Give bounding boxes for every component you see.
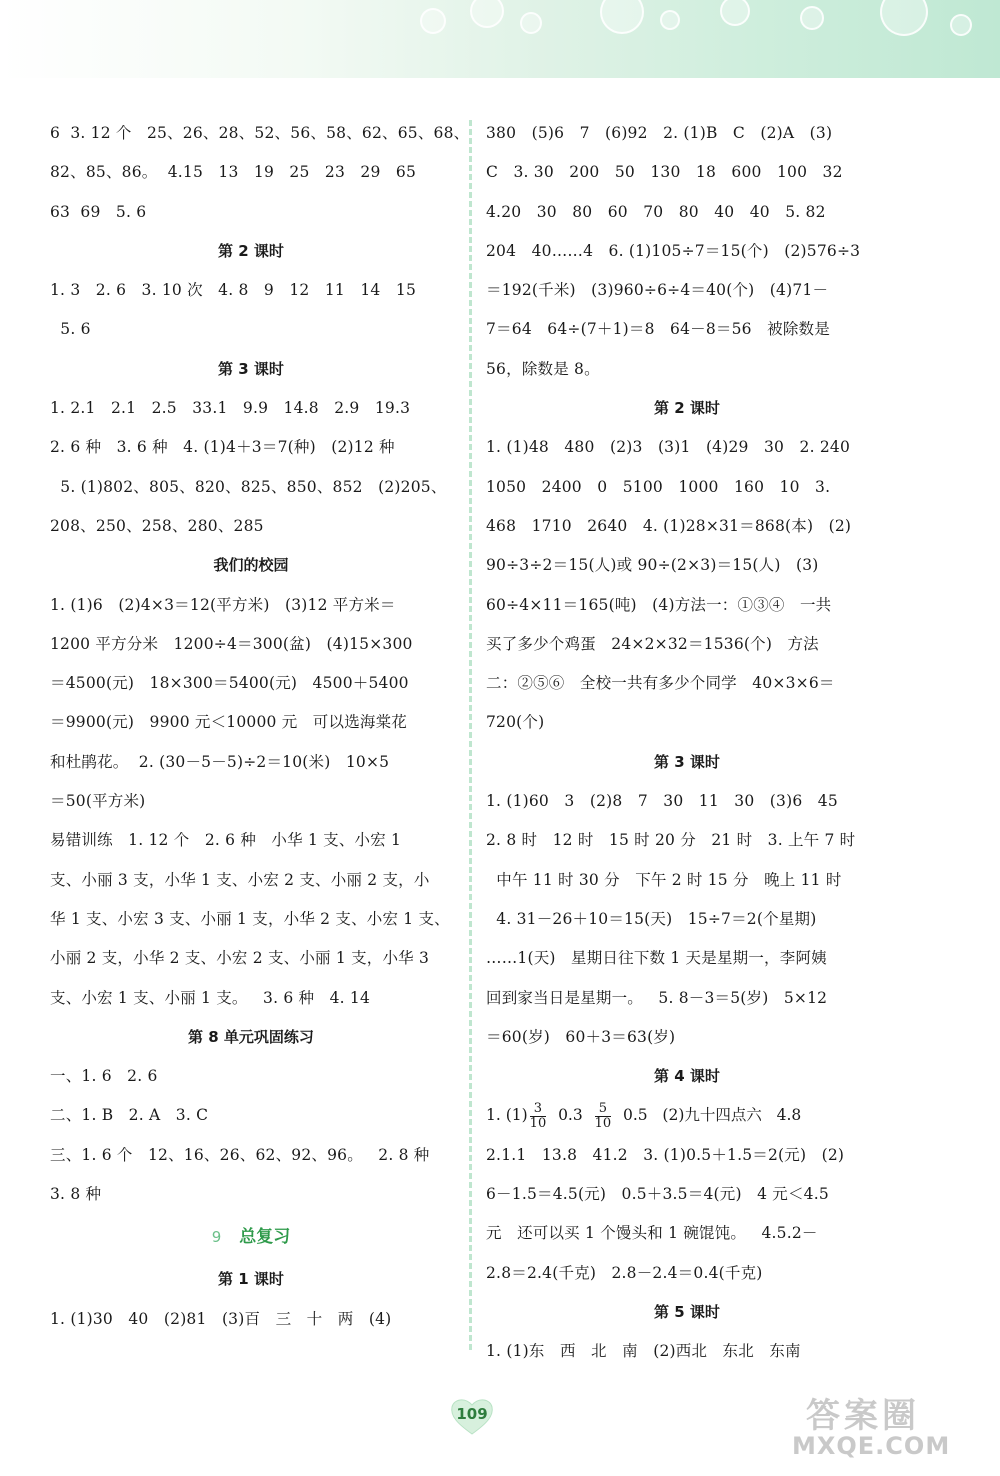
answer-line: 元 还可以买 1 个馒头和 1 碗馄饨。 4.5.2－ [486, 1224, 818, 1243]
watermark-line1: 答案圈 [806, 1396, 920, 1436]
answer-line: 支、小宏 1 支、小丽 1 支。 3. 6 种 4. 14 [50, 988, 371, 1007]
section-heading: 第 3 课时 [218, 359, 284, 378]
section-heading: 我们的校园 [213, 556, 289, 575]
page-number-badge [448, 1396, 496, 1436]
answer-line: 1. (1)东 西 北 南 (2)西北 东北 东南 [486, 1342, 801, 1361]
answer-line: 中午 11 时 30 分 下午 2 时 15 分 晚上 11 时 [486, 870, 842, 889]
answer-line: 4. 31－26＋10＝15(天) 15÷7＝2(个星期) [486, 909, 817, 928]
site-watermark [786, 1388, 986, 1468]
section-heading: 第 1 课时 [218, 1270, 284, 1289]
answer-line: 56，除数是 8。 [486, 359, 600, 378]
answer-line: 204 40……4 6. (1)105÷7＝15(个) (2)576÷3 [486, 241, 861, 260]
unit-number: 9 [211, 1228, 222, 1247]
answer-line: 7＝64 64÷(7＋1)＝8 64－8＝56 被除数是 [486, 320, 830, 339]
decor-bubble [600, 0, 644, 34]
fraction [530, 1102, 547, 1131]
decor-bubble [470, 0, 504, 28]
answer-line: 1. (1)30 40 (2)81 (3)百 三 十 两 (4) [50, 1309, 392, 1328]
answer-line: ＝50(平方米) [50, 792, 146, 811]
unit-heading [50, 1214, 452, 1260]
decor-bubble [880, 0, 928, 36]
answer-line: 二、1. B 2. A 3. C [50, 1106, 209, 1125]
answer-line: 1. 2.1 2.1 2.5 33.1 9.9 14.8 2.9 19.3 [50, 399, 411, 418]
decor-bubble [950, 14, 972, 36]
answer-line: 6－1.5＝4.5(元) 0.5＋3.5＝4(元) 4 元＜4.5 [486, 1185, 829, 1204]
answer-line: ＝9900(元) 9900 元＜10000 元 可以选海棠花 [50, 713, 408, 732]
decor-bubble [660, 10, 680, 30]
answer-text: 1. (1) [486, 1106, 528, 1125]
answer-line: 2.1.1 13.8 41.2 3. (1)0.5＋1.5＝2(元) (2) [486, 1145, 845, 1164]
answer-text: 0.5 (2)九十四点六 4.8 [613, 1106, 802, 1125]
answer-line: 720(个) [486, 713, 545, 732]
answer-line: 6 3. 12 个 25、26、28、52、56、58、62、65、68、 [50, 124, 470, 142]
fraction-numerator: 5 [598, 1100, 607, 1116]
answer-line: 二：②⑤⑥ 全校一共有多少个同学 40×3×6＝ [486, 674, 835, 693]
section-heading: 第 5 课时 [654, 1302, 720, 1321]
answer-line: 1. (1)60 3 (2)8 7 30 11 30 (3)6 45 [486, 792, 838, 811]
decor-bubble [720, 0, 750, 26]
answer-line: 82、85、86。 4.15 13 19 25 23 29 65 [50, 163, 417, 182]
answer-line: 208、250、258、280、285 [50, 516, 264, 535]
answer-line: 回到家当日是星期一。 5. 8－3＝5(岁) 5×12 [486, 988, 828, 1007]
answer-line: 2.8＝2.4(千克) 2.8－2.4＝0.4(千克) [486, 1263, 763, 1282]
answer-line: 小丽 2 支，小华 2 支、小宏 2 支、小丽 1 支，小华 3 [50, 949, 430, 968]
left-answer-column [50, 114, 470, 1339]
answer-line: 380 (5)6 7 (6)92 2. (1)B C (2)A (3) [486, 124, 833, 142]
answer-line: 1. (1)6 (2)4×3＝12(平方米) (3)12 平方米＝ [50, 595, 396, 614]
section-heading: 第 4 课时 [654, 1067, 720, 1086]
fraction-numerator: 3 [533, 1100, 543, 1116]
answer-line: ＝60(岁) 60＋3＝63(岁) [486, 1027, 676, 1046]
answer-line: 2. 6 种 3. 6 种 4. (1)4＋3＝7(种) (2)12 种 [50, 438, 395, 457]
answer-line: 一、1. 6 2. 6 [50, 1067, 158, 1086]
answer-line: 5. 6 [50, 320, 91, 339]
right-answer-column [486, 114, 888, 1372]
answer-line: 5. (1)802、805、820、825、850、852 (2)205、 [50, 477, 447, 496]
decor-bubble [520, 12, 542, 34]
header-decoration-band [0, 0, 1000, 78]
answer-line: 1200 平方分米 1200÷4＝300(盆) (4)15×300 [50, 634, 413, 653]
answer-line: ＝4500(元) 18×300＝5400(元) 4500＋5400 [50, 674, 409, 693]
answer-line: 3. 8 种 [50, 1185, 102, 1204]
fraction [595, 1102, 612, 1131]
fraction-denominator: 10 [594, 1115, 612, 1131]
section-heading: 第 2 课时 [218, 241, 284, 260]
column-divider [469, 120, 472, 1350]
answer-line: 支、小丽 3 支，小华 1 支、小宏 2 支、小丽 2 支，小 [50, 870, 430, 889]
answer-line: 60÷4×11＝165(吨) (4)方法一：①③④ 一共 [486, 595, 832, 614]
answer-line: 买了多少个鸡蛋 24×2×32＝1536(个) 方法 [486, 634, 819, 653]
answer-line: 90÷3÷2＝15(人)或 90÷(2×3)＝15(人) (3) [486, 556, 819, 575]
answer-line-with-fractions [486, 1096, 888, 1135]
section-heading: 第 3 课时 [654, 752, 720, 771]
answer-text: 0.3 [548, 1106, 593, 1125]
answer-line: 1. 3 2. 6 3. 10 次 4. 8 9 12 11 14 15 [50, 281, 416, 300]
answer-line: 易错训练 1. 12 个 2. 6 种 小华 1 支、小宏 1 [50, 831, 402, 850]
answer-line: ……1(天) 星期日往下数 1 天是星期一，李阿姨 [486, 949, 827, 968]
answer-line: 2. 8 时 12 时 15 时 20 分 21 时 3. 上午 7 时 [486, 831, 856, 850]
fraction-denominator: 10 [529, 1115, 547, 1131]
answer-line: 1050 2400 0 5100 1000 160 10 3. [486, 477, 831, 496]
answer-line: C 3. 30 200 50 130 18 600 100 32 [486, 163, 843, 182]
decor-bubble [800, 6, 824, 30]
section-heading: 第 2 课时 [654, 399, 720, 418]
section-heading: 第 8 单元巩固练习 [188, 1027, 314, 1046]
answer-line: 三、1. 6 个 12、16、26、62、92、96。 2. 8 种 [50, 1145, 430, 1164]
answer-line: 468 1710 2640 4. (1)28×31＝868(本) (2) [486, 516, 852, 535]
decor-bubble [420, 8, 446, 34]
answer-line: 和杜鹃花。 2. (30－5－5)÷2＝10(米) 10×5 [50, 752, 390, 771]
answer-line: 4.20 30 80 60 70 80 40 40 5. 82 [486, 202, 826, 221]
answer-line: 华 1 支、小宏 3 支、小丽 1 支，小华 2 支、小宏 1 支、 [50, 909, 450, 928]
answer-line: 63 69 5. 6 [50, 202, 147, 221]
unit-title: 总复习 [239, 1227, 291, 1248]
answer-line: ＝192(千米) (3)960÷6÷4＝40(个) (4)71－ [486, 281, 829, 300]
page-number: 109 [456, 1405, 488, 1423]
answer-line: 1. (1)48 480 (2)3 (3)1 (4)29 30 2. 240 [486, 438, 851, 457]
watermark-line2: MXQE.COM [792, 1432, 951, 1460]
